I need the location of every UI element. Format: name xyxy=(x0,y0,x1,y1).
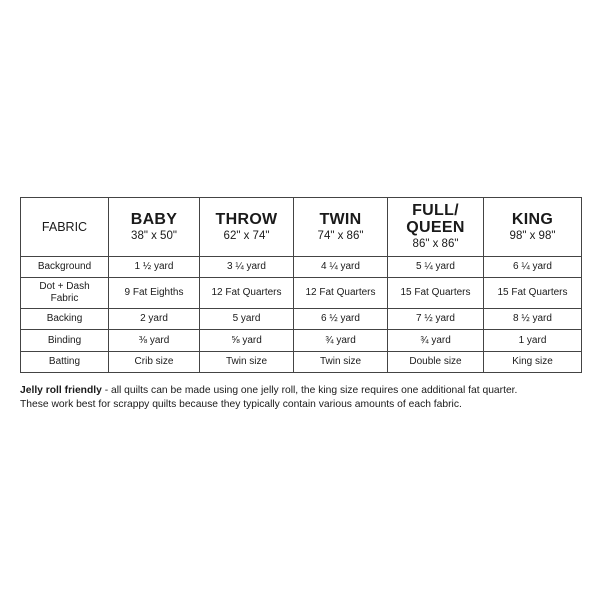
table-cell: Double size xyxy=(388,351,484,372)
fabric-requirements-table xyxy=(20,197,582,373)
fabric-column-header: FABRIC xyxy=(21,198,109,257)
table-cell: 12 Fat Quarters xyxy=(200,277,294,308)
table-cell: 5 ¼ yard xyxy=(388,256,484,277)
table-cell: 15 Fat Quarters xyxy=(484,277,582,308)
table-cell: 7 ½ yard xyxy=(388,309,484,330)
table-cell: Twin size xyxy=(200,351,294,372)
table-row-batting xyxy=(21,351,582,372)
table-cell: 8 ½ yard xyxy=(484,309,582,330)
table-cell: ¾ yard xyxy=(294,330,388,351)
size-header-baby xyxy=(109,198,200,257)
table-row-backing xyxy=(21,309,582,330)
table-cell: 1 ½ yard xyxy=(109,256,200,277)
table-row-dot-dash-fabric xyxy=(21,277,582,308)
size-name: TWIN xyxy=(319,210,362,228)
size-dims: 86" x 86" xyxy=(412,238,459,251)
table-cell: 5 yard xyxy=(200,309,294,330)
note-bold-lead: Jelly roll friendly xyxy=(20,385,102,396)
table-cell: 12 Fat Quarters xyxy=(294,277,388,308)
table-cell: King size xyxy=(484,351,582,372)
jelly-roll-note xyxy=(20,384,590,412)
table-cell: 4 ¼ yard xyxy=(294,256,388,277)
row-label: Batting xyxy=(21,351,109,372)
row-label: Background xyxy=(21,256,109,277)
table-header-row xyxy=(21,198,582,257)
table-cell: 3 ¼ yard xyxy=(200,256,294,277)
size-header-king xyxy=(484,198,582,257)
table-cell: 6 ½ yard xyxy=(294,309,388,330)
size-header-twin xyxy=(294,198,388,257)
table-cell: ¾ yard xyxy=(388,330,484,351)
row-label: Binding xyxy=(21,330,109,351)
size-header-full-queen xyxy=(388,198,484,257)
row-label: Dot + Dash Fabric xyxy=(21,277,109,308)
size-dims: 38" x 50" xyxy=(131,229,177,242)
table-row-background xyxy=(21,256,582,277)
size-name: BABY xyxy=(130,210,178,228)
size-dims: 62" x 74" xyxy=(223,229,270,242)
table-cell: Crib size xyxy=(109,351,200,372)
table-row-binding xyxy=(21,330,582,351)
row-label: Backing xyxy=(21,309,109,330)
note-line-1 xyxy=(20,384,590,398)
table-cell: 9 Fat Eighths xyxy=(109,277,200,308)
size-name: THROW xyxy=(215,210,278,228)
table-cell: 1 yard xyxy=(484,330,582,351)
size-name: FULL/ QUEEN xyxy=(406,202,465,237)
table-cell: 15 Fat Quarters xyxy=(388,277,484,308)
size-dims: 98" x 98" xyxy=(509,229,556,242)
table-cell: 2 yard xyxy=(109,309,200,330)
table-cell: ⅜ yard xyxy=(109,330,200,351)
table-cell: 6 ¼ yard xyxy=(484,256,582,277)
size-name: KING xyxy=(511,210,554,228)
note-line-1-text: - all quilts can be made using one jelly roll, the king size requires one additional fat quarter. xyxy=(101,385,518,396)
table-cell: Twin size xyxy=(294,351,388,372)
note-line-2: These work best for scrappy quilts because they typically contain various amounts of each fabric. xyxy=(20,399,462,410)
size-dims: 74" x 86" xyxy=(317,229,364,242)
size-header-throw xyxy=(200,198,294,257)
table-cell: ⅝ yard xyxy=(200,330,294,351)
